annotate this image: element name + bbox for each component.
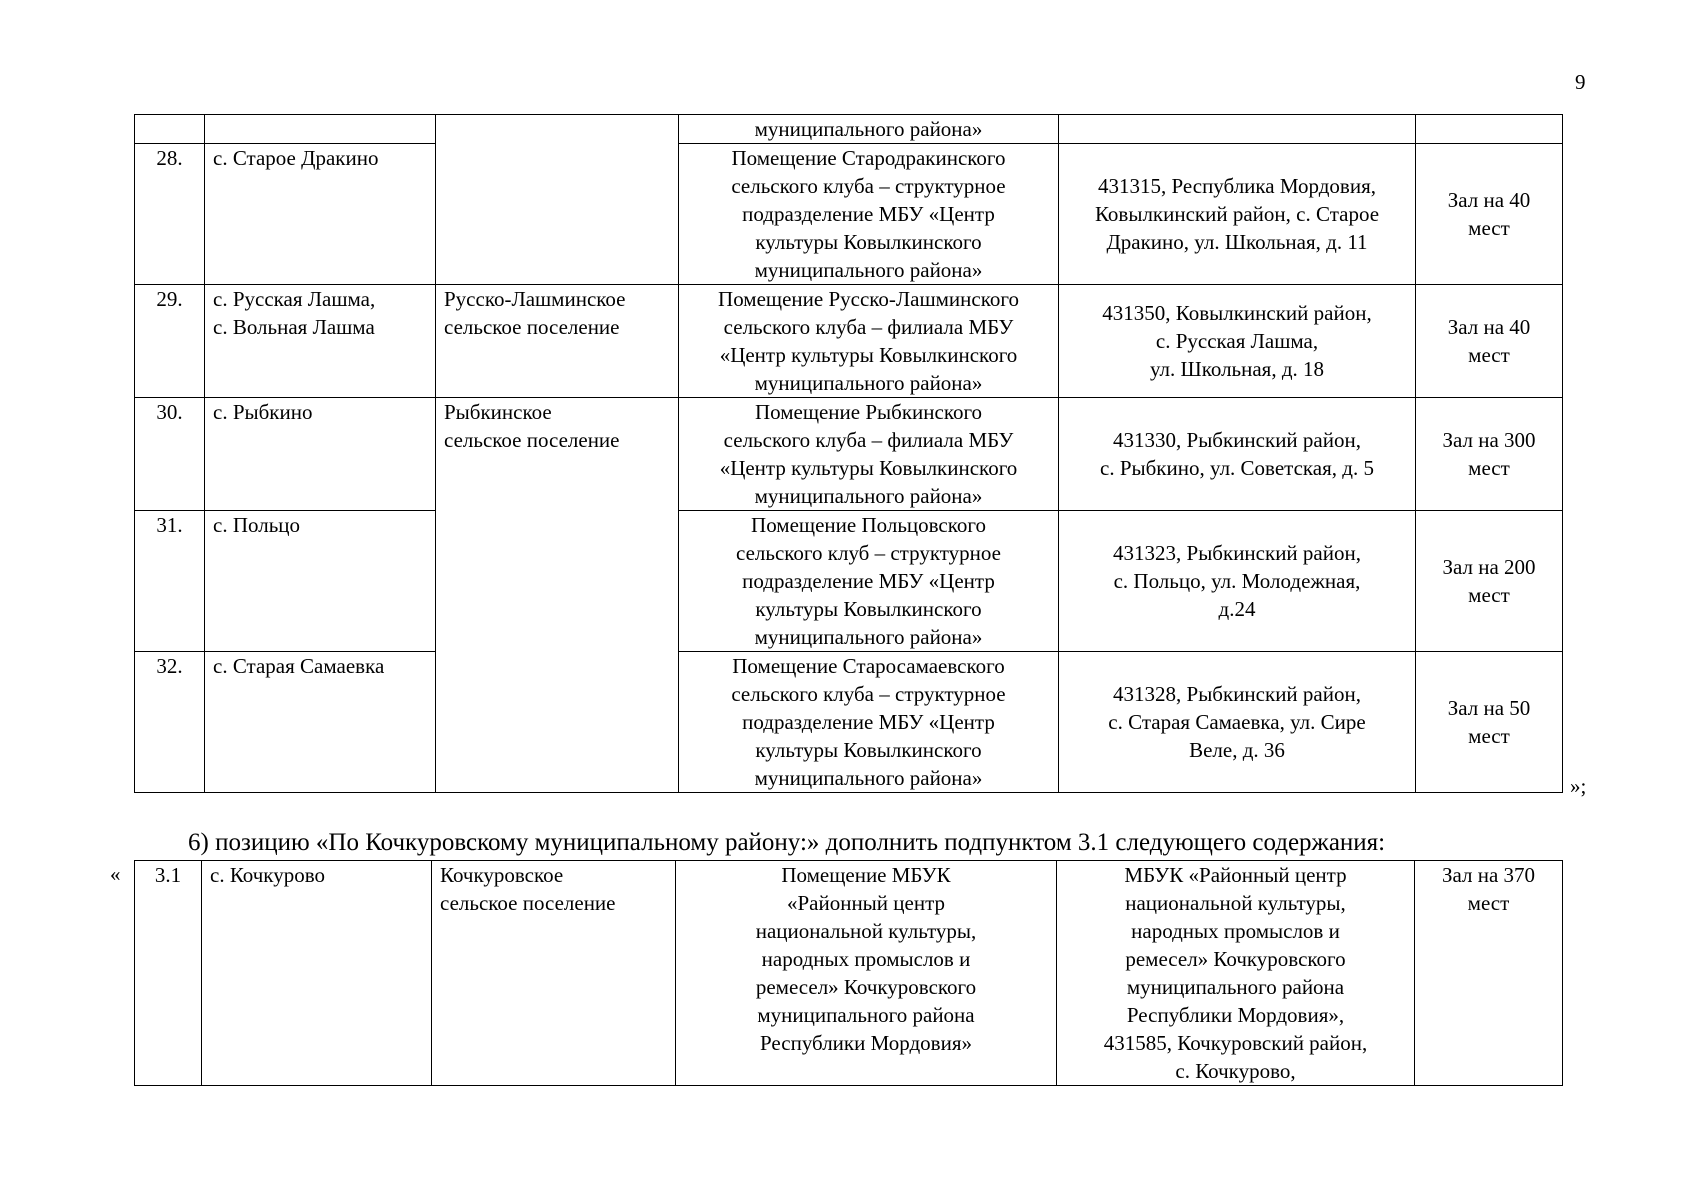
facility-cell: муниципального района» [679,115,1059,144]
polling-stations-table [134,114,1563,793]
municipality-cell: Рыбкинское сельское поселение [436,398,679,793]
facility-cell: Помещение Русско-Лашминского сельского клуба – филиала МБУ «Центр культуры Ковылкинского муниципального района» [679,285,1059,398]
table-row [135,861,1563,1086]
address-cell: 431328, Рыбкинский район, с. Старая Самаевка, ул. Сире Веле, д. 36 [1059,652,1416,793]
address-cell: МБУК «Районный центр национальной культуры, народных промыслов и ремесел» Кочкуровского муниципального района Республики Мордовия», 431585, Кочкуровский район, с. Кочкурово, [1057,861,1415,1086]
municipality-cell [436,115,679,285]
table-row [135,285,1563,398]
facility-cell: Помещение МБУК «Районный центр национальной культуры, народных промыслов и ремесел» Кочкуровского муниципального района Республики Мордовия» [676,861,1057,1086]
settlement-cell: с. Русская Лашма, с. Вольная Лашма [205,285,436,398]
kochkurovsky-table [134,860,1563,1086]
table-row [135,652,1563,793]
settlement-cell: с. Польцо [205,511,436,652]
row-number: 32. [135,652,205,793]
settlement-cell: с. Рыбкино [205,398,436,511]
hall-capacity-cell: Зал на 40 мест [1416,285,1563,398]
facility-cell: Помещение Старосамаевского сельского клуба – структурное подразделение МБУ «Центр культуры Ковылкинского муниципального района» [679,652,1059,793]
table-row [135,144,1563,285]
municipality-cell: Русско-Лашминское сельское поселение [436,285,679,398]
table-row-continuation [135,115,1563,144]
facility-cell: Помещение Рыбкинского сельского клуба – филиала МБУ «Центр культуры Ковылкинского муниципального района» [679,398,1059,511]
amendment-intro-text: 6) позицию «По Кочкуровскому муниципальному району:» дополнить подпунктом 3.1 следующего содержания: [188,829,1386,856]
hall-capacity-cell: Зал на 370 мест [1415,861,1563,1086]
address-cell: 431350, Ковылкинский район, с. Русская Лашма, ул. Школьная, д. 18 [1059,285,1416,398]
row-number: 31. [135,511,205,652]
row-number: 30. [135,398,205,511]
table-row [135,511,1563,652]
hall-capacity-cell: Зал на 200 мест [1416,511,1563,652]
settlement-cell: с. Кочкурово [202,861,432,1086]
opening-quote-mark: « [110,862,121,886]
row-number: 3.1 [135,861,202,1086]
settlement-cell: с. Старая Самаевка [205,652,436,793]
page-number: 9 [1575,70,1586,94]
hall-capacity-cell: Зал на 300 мест [1416,398,1563,511]
settlement-cell: с. Старое Дракино [205,144,436,285]
row-number: 29. [135,285,205,398]
row-number: 28. [135,144,205,285]
address-cell: 431315, Республика Мордовия, Ковылкинский район, с. Старое Дракино, ул. Школьная, д. 11 [1059,144,1416,285]
facility-cell: Помещение Стародракинского сельского клуба – структурное подразделение МБУ «Центр культуры Ковылкинского муниципального района» [679,144,1059,285]
hall-capacity-cell: Зал на 40 мест [1416,144,1563,285]
municipality-cell: Кочкуровское сельское поселение [432,861,676,1086]
hall-capacity-cell: Зал на 50 мест [1416,652,1563,793]
address-cell: 431330, Рыбкинский район, с. Рыбкино, ул. Советская, д. 5 [1059,398,1416,511]
facility-cell: Помещение Польцовского сельского клуб – структурное подразделение МБУ «Центр культуры Ковылкинского муниципального района» [679,511,1059,652]
address-cell: 431323, Рыбкинский район, с. Польцо, ул. Молодежная, д.24 [1059,511,1416,652]
table-row [135,398,1563,511]
closing-quote-mark: »; [1570,774,1587,798]
